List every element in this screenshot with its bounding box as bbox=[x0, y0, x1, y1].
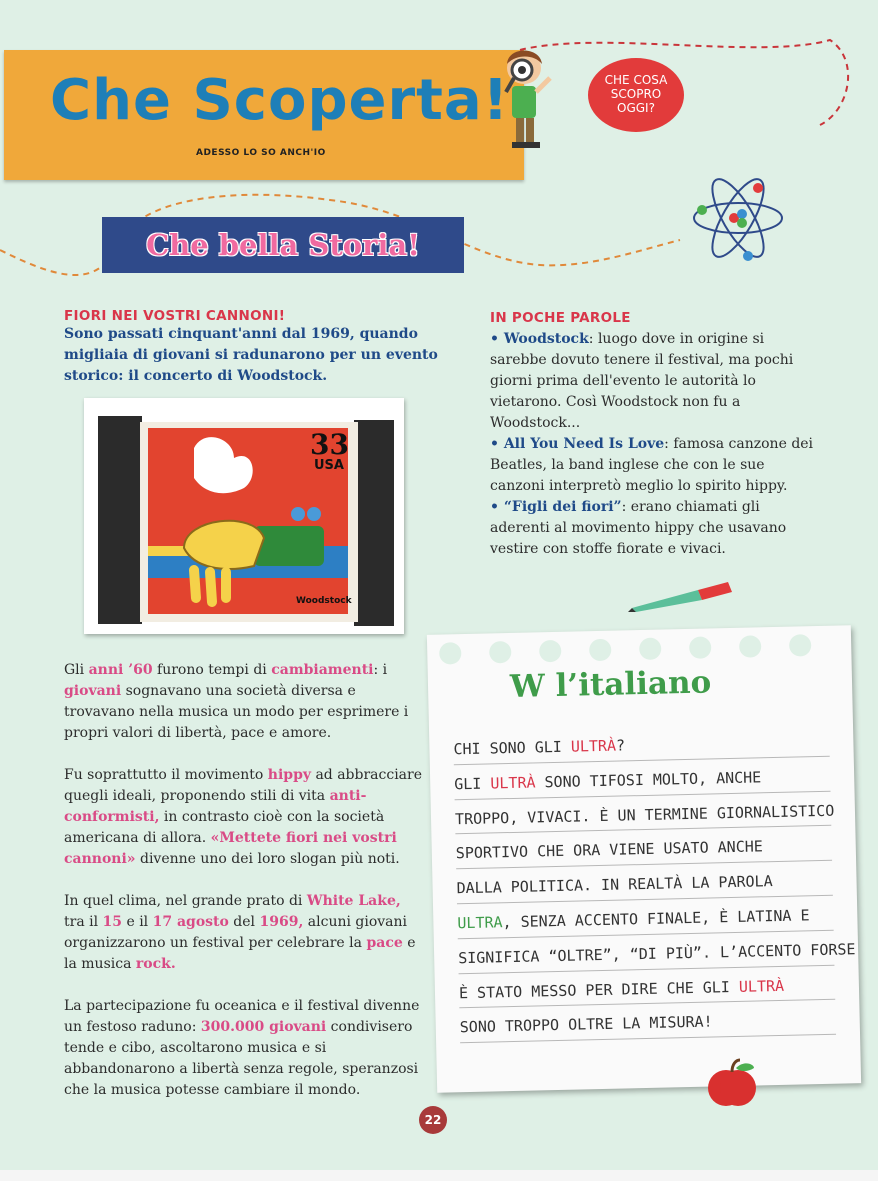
section-banner-label: Che bella Storia! bbox=[146, 228, 420, 262]
binder-hole bbox=[489, 641, 511, 663]
binder-hole bbox=[589, 639, 611, 661]
italian-note-card bbox=[427, 625, 861, 1093]
page-edge bbox=[0, 1170, 878, 1181]
page-subtitle: ADESSO LO SO ANCH'IO bbox=[196, 148, 326, 158]
card-line: SIGNIFICA “OLTRE”, “DI PIÙ”. L’ACCENTO FORSE bbox=[458, 930, 835, 973]
binder-hole bbox=[439, 642, 461, 664]
card-line: È STATO MESSO PER DIRE CHE GLI ULTRÀ bbox=[459, 965, 836, 1008]
page-title: Che Scoperta! bbox=[50, 68, 510, 133]
intro-heading: FIORI NEI VOSTRI CANNONI! bbox=[64, 308, 286, 324]
card-line: DALLA POLITICA. IN REALTÀ LA PAROLA bbox=[456, 861, 833, 904]
intro-lead: Sono passati cinquant'anni dal 1969, quando migliaia di giovani si radunarono per un evento storico: il concerto di Woodstock. bbox=[64, 326, 438, 384]
card-title: W l’italiano bbox=[509, 664, 712, 705]
paragraph-3: In quel clima, nel grande prato di White Lake, tra il 15 e il 17 agosto del 1969, alcuni giovani organizzarono un festival per celebrare la pace e la musica rock. bbox=[64, 893, 416, 972]
boy-with-magnifier-illustration bbox=[488, 42, 568, 172]
card-line: GLI ULTRÀ SONO TIFOSI MOLTO, ANCHE bbox=[454, 757, 831, 800]
binder-hole bbox=[639, 638, 661, 660]
binder-hole bbox=[539, 640, 561, 662]
stamp-photo bbox=[84, 398, 404, 634]
card-line: SONO TROPPO OLTRE LA MISURA! bbox=[459, 1000, 836, 1043]
paragraph-2: Fu soprattutto il movimento hippy ad abbracciare quegli ideali, proponendo stili di vita anti-conformisti, in contrasto cioè con la società americana di allora. «Mettete fiori nei vostri cannoni» divenne uno dei loro slogan più noti. bbox=[64, 767, 423, 867]
glossary-item: • All You Need Is Love: famosa canzone dei Beatles, la band inglese che con le sue canzoni interpretò meglio lo spirito hippy. bbox=[490, 436, 814, 494]
card-lines bbox=[453, 722, 856, 1044]
stamp-caption: Woodstock bbox=[296, 596, 352, 606]
speech-bubble-text: CHE COSA SCOPRO OGGI? bbox=[604, 73, 668, 115]
speech-bubble bbox=[588, 58, 684, 132]
stamp-country: USA bbox=[314, 458, 344, 473]
binder-hole bbox=[739, 635, 761, 657]
binder-hole bbox=[789, 634, 811, 656]
atom-icon bbox=[688, 168, 788, 268]
pen-icon bbox=[628, 578, 738, 614]
card-line: CHI SONO GLI ULTRÀ? bbox=[453, 722, 830, 765]
glossary-heading: IN POCHE PAROLE bbox=[490, 310, 631, 326]
glossary-item: • Woodstock: luogo dove in origine si sarebbe dovuto tenere il festival, ma pochi giorni prima dell'evento le autorità lo vietarono. Così Woodstock non fu a Woodstock... bbox=[490, 331, 794, 431]
section-banner bbox=[102, 217, 464, 273]
glossary-item: • “Figli dei fiori”: erano chiamati gli aderenti al movimento hippy che usavano vestire con stoffe fiorate e vivaci. bbox=[490, 499, 787, 557]
stamp-value: 33 bbox=[310, 428, 349, 461]
binder-hole bbox=[689, 636, 711, 658]
glossary-block bbox=[490, 308, 818, 560]
card-line: ULTRA, SENZA ACCENTO FINALE, È LATINA E bbox=[457, 896, 834, 939]
woodstock-stamp-illustration bbox=[84, 398, 404, 634]
apple-icon bbox=[704, 1058, 760, 1110]
paragraph-1: Gli anni ’60 furono tempi di cambiamenti: i giovani sognavano una società diversa e trovavano nella musica un modo per esprimere i propri valori di libertà, pace e amore. bbox=[64, 662, 409, 741]
intro-block bbox=[64, 308, 444, 387]
page-number: 22 bbox=[419, 1106, 447, 1134]
card-line: TROPPO, VIVACI. È UN TERMINE GIORNALISTICO bbox=[455, 791, 832, 834]
paragraph-4: La partecipazione fu oceanica e il festival divenne un festoso raduno: 300.000 giovani condivisero tende e cibo, ascoltarono musica e si abbandonarono a libertà senza regole, speranzosi che la musica potesse cambiare il mondo. bbox=[64, 998, 420, 1098]
card-line: SPORTIVO CHE ORA VIENE USATO ANCHE bbox=[455, 826, 832, 869]
article-body bbox=[64, 660, 424, 1122]
